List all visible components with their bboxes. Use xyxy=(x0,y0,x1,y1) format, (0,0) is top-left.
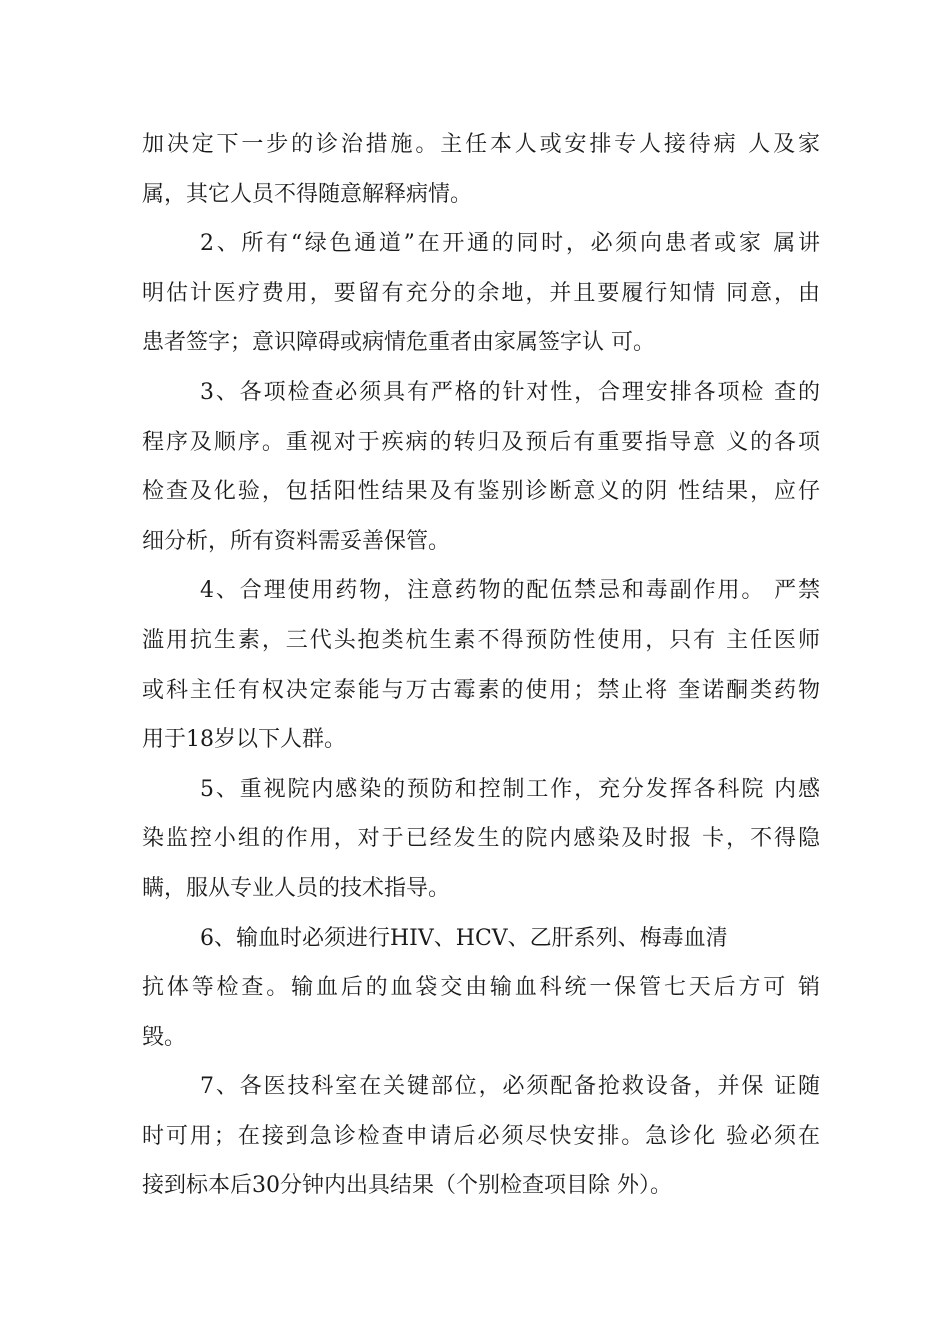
paragraph-item-3 xyxy=(142,368,820,566)
text-line: 检查及化验，包括阳性结果及有鉴别诊断意义的阴 性结果，应仔 xyxy=(142,479,820,505)
text-line: 滥用抗生素，三代头抱类杭生素不得预防性使用，只有 主任医师 xyxy=(142,627,820,653)
text-line: 用于18岁以下人群。 xyxy=(142,727,346,753)
paragraph-item-4 xyxy=(142,566,820,764)
text-line: 5、重视院内感染的预防和控制工作，充分发挥各科院 内感 xyxy=(200,776,820,802)
text-line: 患者签字；意识障碍或病情危重者由家属签字认 可。 xyxy=(142,330,655,356)
paragraph-item-2 xyxy=(142,219,820,368)
text-line: 程序及顺序。重视对于疾病的转归及预后有重要指导意 义的各项 xyxy=(142,429,820,455)
text-line: 或科主任有权决定泰能与万古霉素的使用；禁止将 奎诺酮类药物 xyxy=(142,677,820,703)
text-line: 4、合理使用药物，注意药物的配伍禁忌和毒副作用。 严禁 xyxy=(200,578,820,604)
text-line: 染监控小组的作用，对于已经发生的院内感染及时报 卡，不得隐 xyxy=(142,826,820,852)
text-line: 细分析，所有资料需妥善保管。 xyxy=(142,528,451,554)
paragraph-item-7 xyxy=(142,1062,820,1211)
paragraph-continuation xyxy=(142,120,820,219)
paragraph-item-6 xyxy=(142,914,820,1063)
text-line: 明估计医疗费用，要留有充分的余地，并且要履行知情 同意，由 xyxy=(142,280,820,306)
text-line: 2、所有“绿色通道”在开通的同时，必须向患者或家 属讲 xyxy=(200,231,820,257)
text-line: 加决定下一步的诊治措施。主任本人或安排专人接待病 人及家 xyxy=(142,132,820,157)
text-line: 抗体等检查。输血后的血袋交由输血科统一保管七天后方可 销 xyxy=(142,975,820,1001)
text-line: 瞒，服从专业人员的技术指导。 xyxy=(142,875,451,901)
text-line: 6、输血时必须进行HIV、HCV、乙肝系列、梅毒血清 xyxy=(200,925,728,951)
text-line: 7、各医技科室在关键部位，必须配备抢救设备，并保 证随 xyxy=(200,1074,820,1100)
text-line: 时可用；在接到急诊检查申请后必须尽快安排。急诊化 验必须在 xyxy=(142,1123,820,1149)
text-line: 属，其它人员不得随意解释病情。 xyxy=(142,181,473,207)
text-line: 毁。 xyxy=(142,1024,187,1050)
text-line: 3、各项检查必须具有严格的针对性，合理安排各项检 查的 xyxy=(200,379,820,405)
paragraph-item-5 xyxy=(142,765,820,914)
document-body xyxy=(142,120,820,1211)
text-line: 接到标本后30分钟内出具结果（个别检查项目除 外）。 xyxy=(142,1173,672,1199)
